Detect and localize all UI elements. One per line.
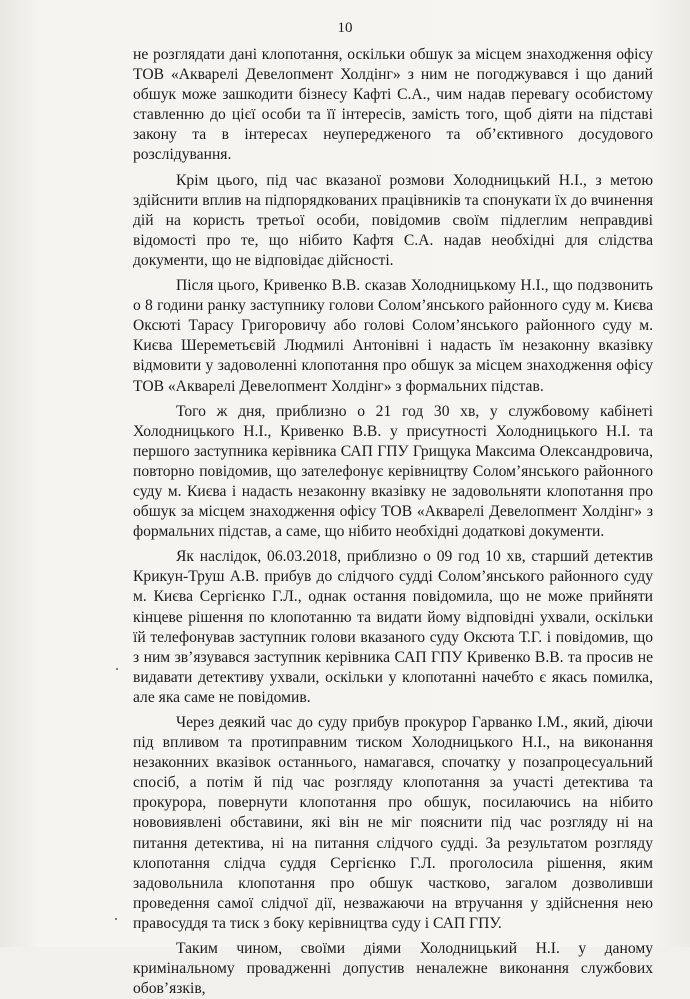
- paragraph: Крім цього, під час вказаної розмови Холодницький Н.І., з метою здійснити вплив на підпорядкованих працівників та спонукати їх до вчинення дій на користь третьої особи, повідомив своїм підлеглим неправдиві відомості про те, що нібито Кафтя С.А. надав необхідні для слідства документи, що не відповідає дійсності.: [133, 171, 653, 269]
- paragraph: Того ж дня, приблизно о 21 год 30 хв, у службовому кабінеті Холодницького Н.І., Кривенко В.В. у присутності Холодницького Н.І. та першого заступника керівника САП ГПУ Грищука Максима Олександровича, повторно повідомив, що зателефонує керівництву Солом’янського районного суду м. Києва і надасть незаконну вказівку не задовольняти клопотання про обшук за місцем знаходження офісу ТОВ «Акварелі Девелопмент Холдінг» з формальних підстав, а саме, що нібито необхідні додаткові документи.: [133, 402, 653, 541]
- document-body: [133, 45, 653, 999]
- scan-speck: [116, 668, 118, 670]
- scan-speck: [115, 918, 117, 920]
- page-number: 10: [337, 20, 353, 36]
- paragraph-continuation: не розглядати дані клопотання, оскільки обшук за місцем знаходження офісу ТОВ «Акварелі Девелопмент Холдінг» з ним не погоджувався і що даний обшук може зашкодити бізнесу Кафті С.А., чим надав перевагу особистому ставленню до цієї особи та її інтересів, замість того, щоб діяти на підставі закону та в інтересах неупередженого та об’єктивного досудового розслідування.: [133, 46, 653, 164]
- paragraph: Таким чином, своїми діями Холодницький Н.І. у даному кримінальному провадженні допустив неналежне виконання службових обов’язків,: [133, 940, 653, 998]
- paragraph: Як наслідок, 06.03.2018, приблизно о 09 год 10 хв, старший детектив Крикун-Труш А.В. прибув до слідчого судді Солом’янського районного суду м. Києва Сергієнко Г.Л., однак остання повідомила, що не може прийняти кінцеве рішення по клопотанню та видати йому відповідні ухвали, оскільки їй телефонував заступник голови вказаного суду Оксюта Т.Г. і повідомив, що з ним зв’язувався заступник керівника САП ГПУ Кривенко В.В. та просив не видавати детективу ухвали, оскільки у клопотанні начебто є якась помилка, але яка саме не повідомив.: [133, 548, 653, 706]
- paragraph: Після цього, Кривенко В.В. сказав Холодницькому Н.І., що подзвонить о 8 години ранку заступнику голови Солом’янського районного суду м. Києва Оксюті Тарасу Григоровичу або голові Солом’янського районного суду м. Києва Шереметьєвій Людмилі Антонівні і надасть їм незаконну вказівку відмовити у задоволенні клопотання про обшук за місцем знаходження офісу ТОВ «Акварелі Девелопмент Холдінг» з формальних підстав.: [133, 277, 653, 395]
- paragraph: Через деякий час до суду прибув прокурор Гарванко І.М., який, діючи під впливом та протиправним тиском Холодницького Н.І., на виконання незаконних вказівок останнього, намагався, спочатку у позапроцесуальний спосіб, а потім й під час розгляду клопотання за участі детектива та прокурора, повернути клопотання про обшук, посилаючись на нібито нововиявлені обставини, які він не міг пояснити під час розгляду ні на питання детектива, ні на питання слідчого судді. За результатом розгляду клопотання слідча суддя Сергієнко Г.Л. проголосила рішення, яким задовольнила клопотання про обшук частково, загалом дозволивши проведення самої слідчої дії, незважаючи на втручання у здійснення нею правосуддя та тиск з боку керівництва суду і САП ГПУ.: [133, 714, 653, 932]
